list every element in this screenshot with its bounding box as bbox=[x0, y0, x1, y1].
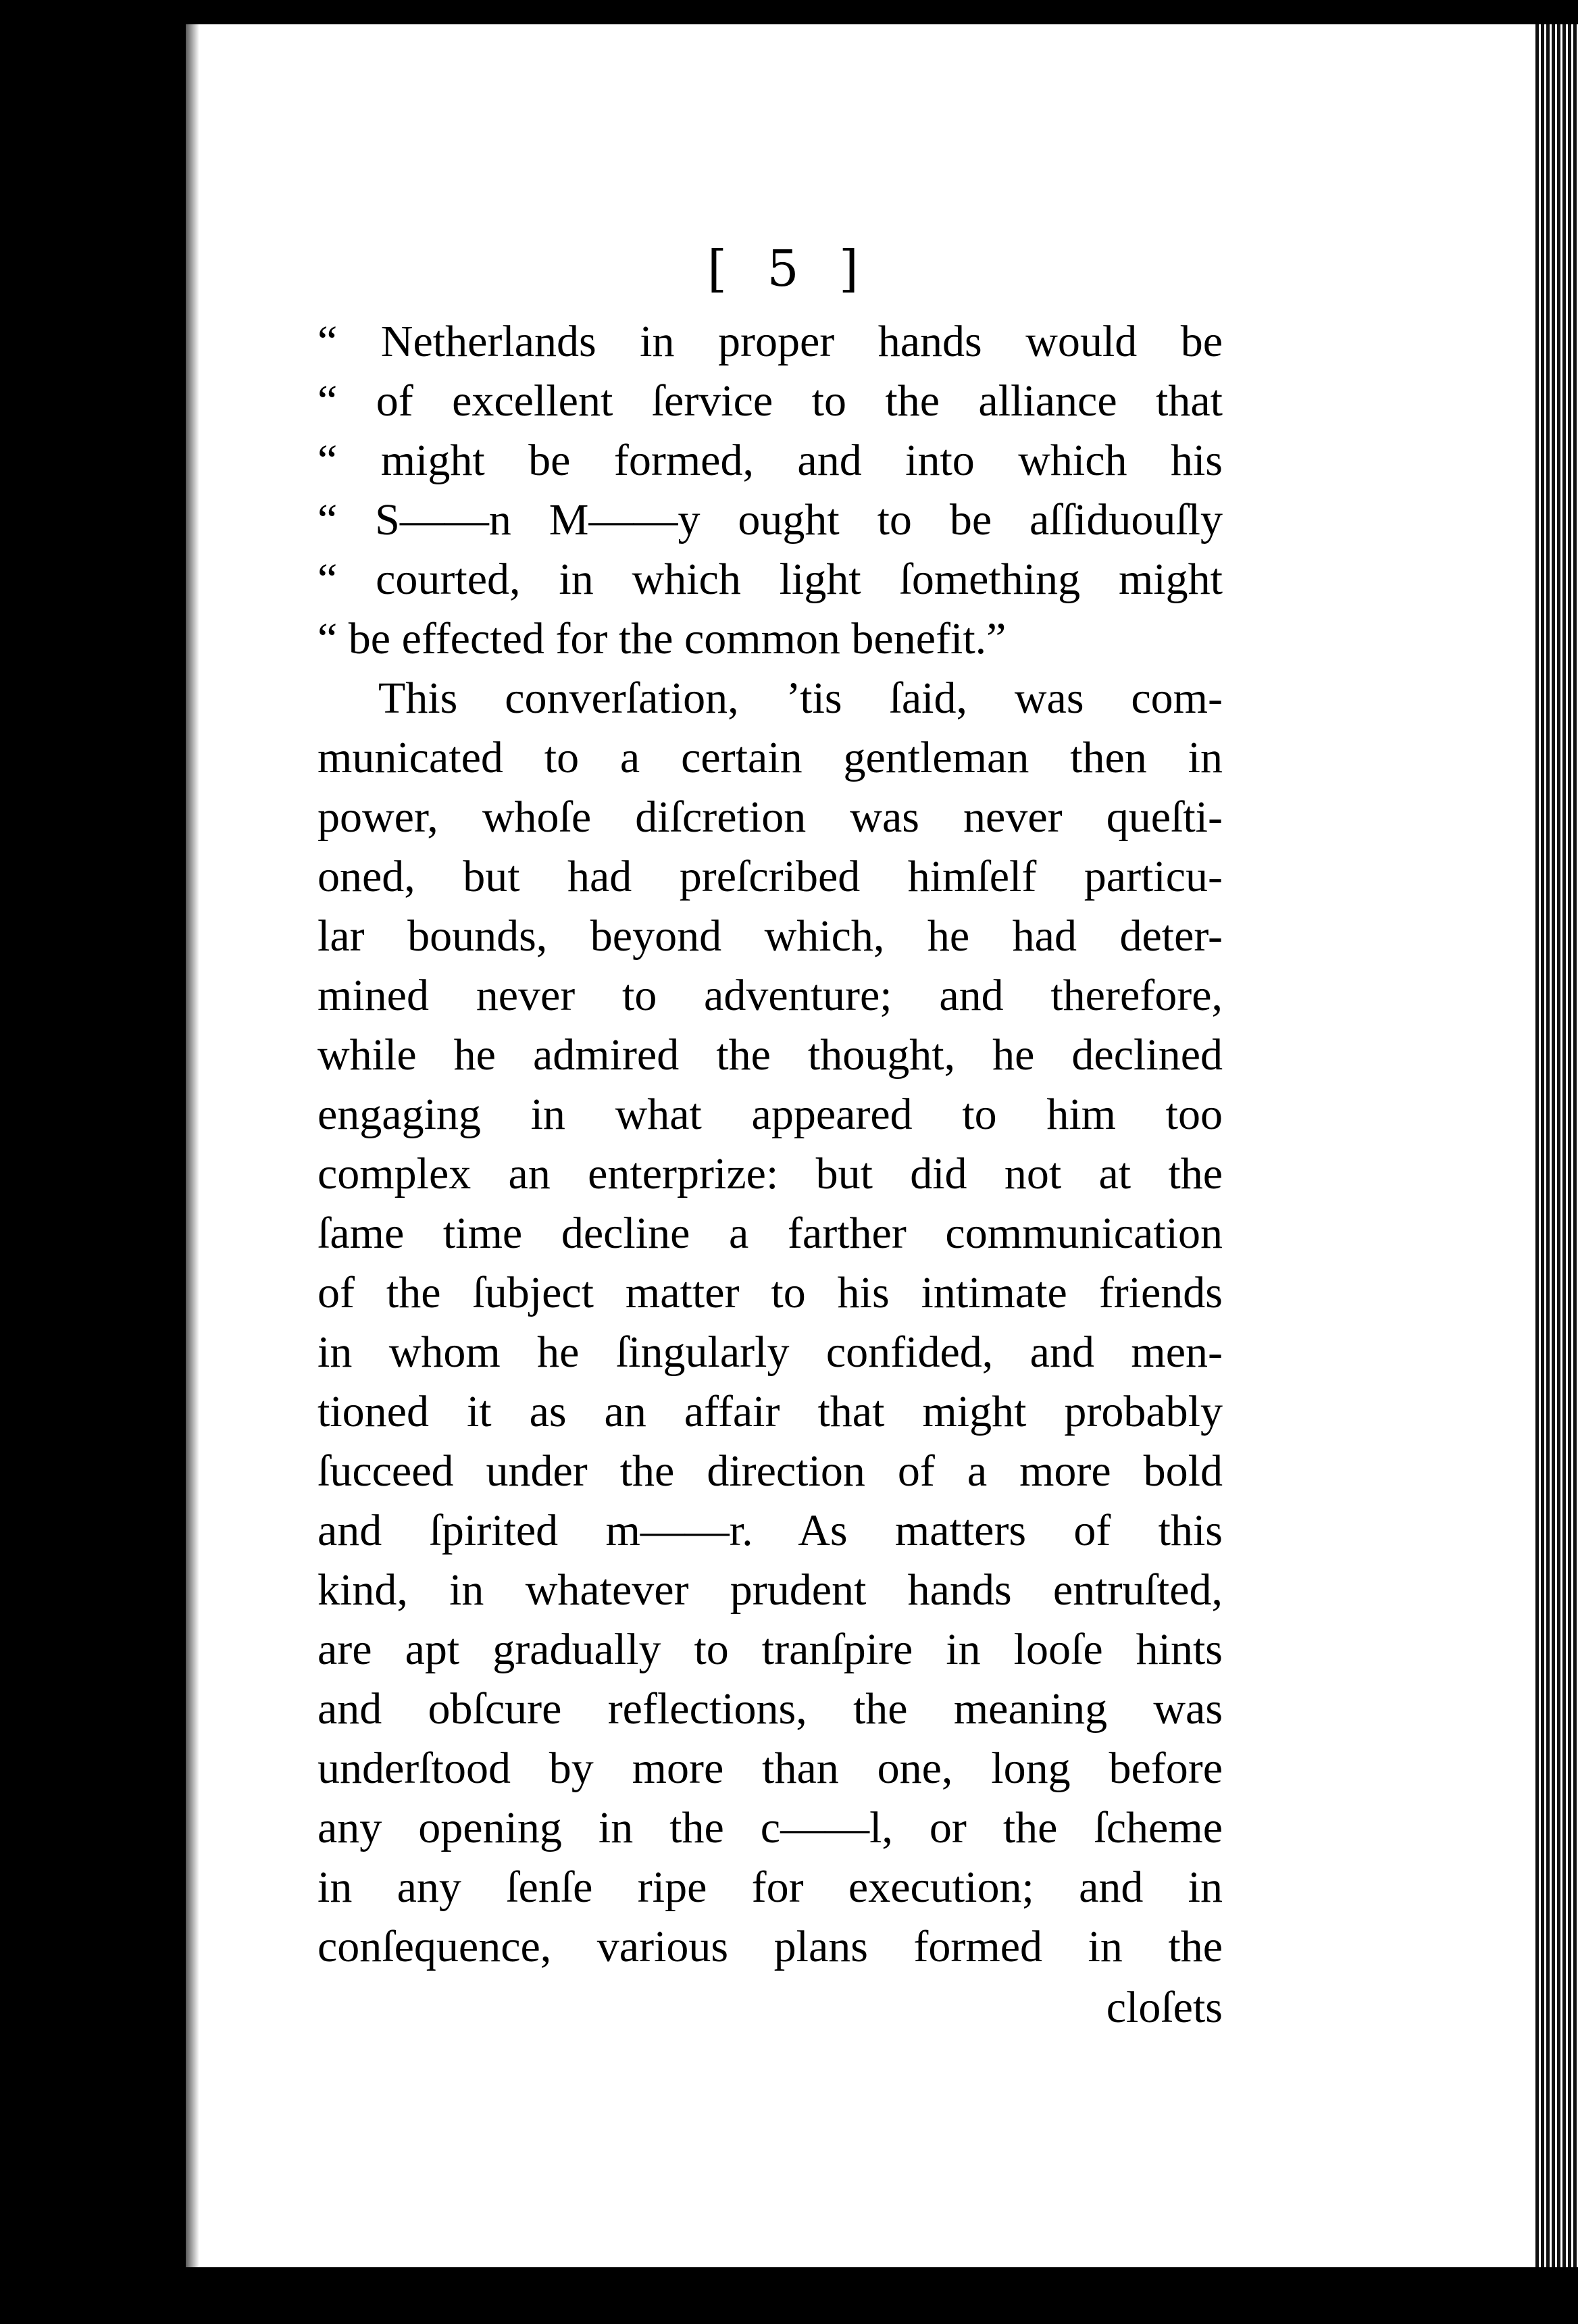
text-line: ſucceed under the direction of a more bold bbox=[317, 1446, 1223, 1496]
page-edges bbox=[1533, 24, 1578, 2267]
text-line: “ might be formed, and into which his bbox=[317, 436, 1223, 485]
text-line: underſtood by more than one, long before bbox=[317, 1744, 1223, 1793]
text-line: mined never to adventure; and therefore, bbox=[317, 971, 1223, 1020]
catchword: cloſets bbox=[1106, 1983, 1223, 2032]
text-line: lar bounds, beyond which, he had deter- bbox=[317, 911, 1223, 961]
gutter-shadow bbox=[186, 24, 199, 2267]
text-line: kind, in whatever prudent hands entruſted, bbox=[317, 1565, 1223, 1615]
text-line: oned, but had preſcribed himſelf particu- bbox=[317, 852, 1223, 901]
text-line: any opening in the c——l, or the ſcheme bbox=[317, 1803, 1223, 1852]
text-line: power, whoſe diſcretion was never queſti- bbox=[317, 792, 1223, 842]
text-line: and ſpirited m——r. As matters of this bbox=[317, 1506, 1223, 1555]
text-line: “ courted, in which light ſomething might bbox=[317, 555, 1223, 604]
text-line: in any ſenſe ripe for execution; and in bbox=[317, 1863, 1223, 1912]
text-line: “ be effected for the common benefit.” bbox=[317, 614, 1007, 663]
text-line: and obſcure reflections, the meaning was bbox=[317, 1684, 1223, 1734]
text-line: engaging in what appeared to him too bbox=[317, 1090, 1223, 1139]
text-line: This converſation, ’tis ſaid, was com- bbox=[378, 674, 1223, 723]
text-line: municated to a certain gentleman then in bbox=[317, 733, 1223, 782]
text-line: “ of excellent ſervice to the alliance that bbox=[317, 376, 1223, 426]
text-line: are apt gradually to tranſpire in looſe hints bbox=[317, 1625, 1223, 1674]
text-line: complex an enterprize: but did not at the bbox=[317, 1149, 1223, 1198]
text-line: ſame time decline a farther communication bbox=[317, 1209, 1223, 1258]
text-line: while he admired the thought, he declined bbox=[317, 1030, 1223, 1080]
text-line: “ S——n M——y ought to be aſſiduouſly bbox=[317, 495, 1223, 545]
text-line: tioned it as an affair that might probably bbox=[317, 1387, 1223, 1436]
text-line: of the ſubject matter to his intimate friends bbox=[317, 1268, 1223, 1317]
text-line: “ Netherlands in proper hands would be bbox=[317, 317, 1223, 366]
body-text bbox=[317, 312, 1223, 1977]
page-number: [ 5 ] bbox=[707, 240, 871, 298]
text-line: in whom he ſingularly confided, and men- bbox=[317, 1328, 1223, 1377]
text-line: conſequence, various plans formed in the bbox=[317, 1922, 1223, 1971]
